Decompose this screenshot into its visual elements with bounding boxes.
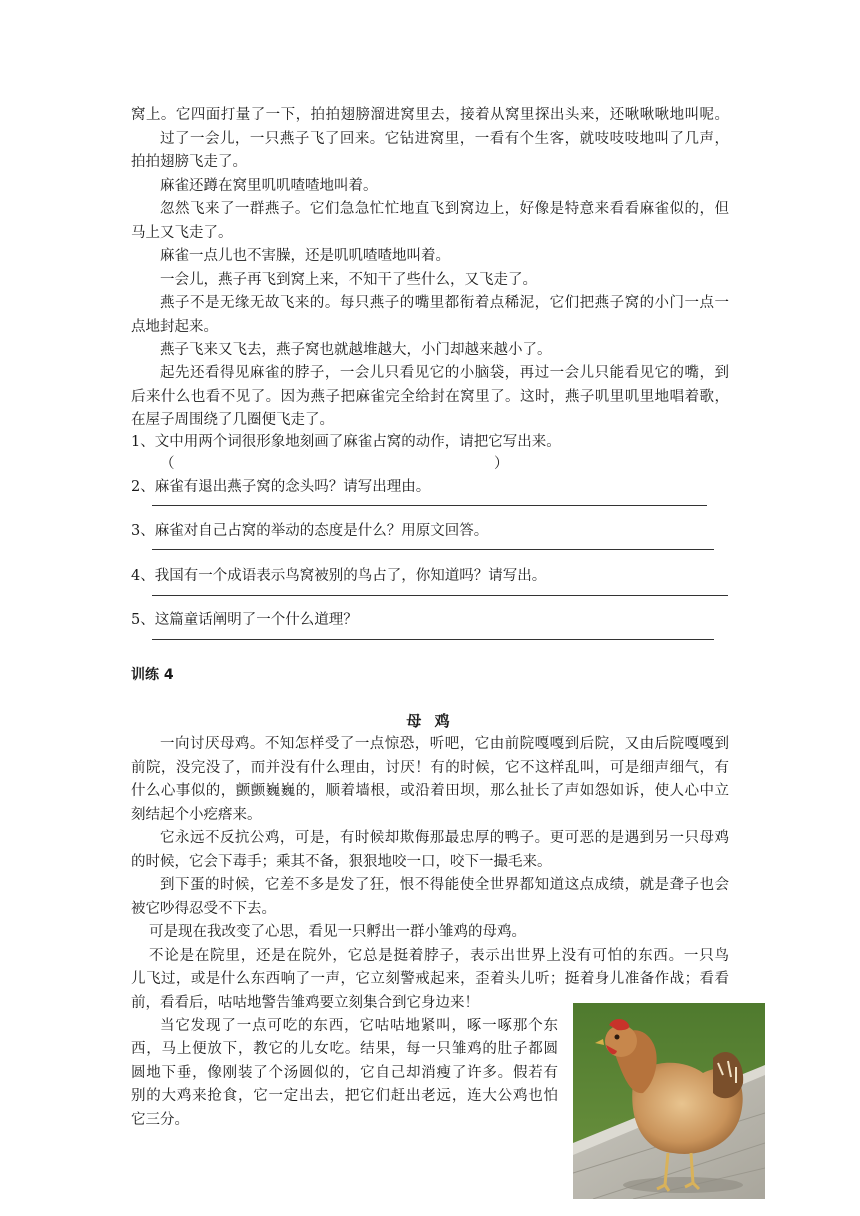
story-line: 拍拍翅膀飞走了。 <box>131 154 247 170</box>
paren-open: （ <box>160 456 175 472</box>
story-line: 西，马上便放下，教它的儿女吃。结果，每一只雏鸡的肚子都圆 <box>131 1041 558 1057</box>
story-line: 燕子不是无缘无故飞来的。每只燕子的嘴里都衔着点稀泥，它们把燕子窝的小门一点一 <box>160 295 729 311</box>
story-line: 点地封起来。 <box>131 319 218 335</box>
answer-line[interactable] <box>152 549 714 550</box>
story-line: 马上又飞走了。 <box>131 225 233 241</box>
story-line: 刻结起个小疙瘩来。 <box>131 807 262 823</box>
question-5: 5、这篇童话阐明了一个什么道理？ <box>131 612 358 628</box>
story-line: 它三分。 <box>131 1112 189 1128</box>
question-1: 1、文中用两个词很形象地刻画了麻雀占窝的动作，请把它写出来。 <box>131 434 561 450</box>
story-line: 麻雀一点儿也不害臊，还是叽叽喳喳地叫着。 <box>160 248 450 264</box>
story-line: 前，看看后，咕咕地警告雏鸡要立刻集合到它身边来！ <box>131 995 479 1011</box>
story-line: 一会儿，燕子再飞到窝上来，不知干了些什么，又飞走了。 <box>160 272 537 288</box>
question-3: 3、麻雀对自己占窝的举动的态度是什么？用原文回答。 <box>131 523 489 539</box>
hen-illustration <box>573 1003 765 1199</box>
story-line: 起先还看得见麻雀的脖子，一会儿只看见它的小脑袋，再过一会儿只能看见它的嘴，到 <box>160 365 729 381</box>
section-label: 训练 4 <box>131 667 174 683</box>
story-line: 后来什么也看不见了。因为燕子把麻雀完全给封在窝里了。这时，燕子叽里叽里地唱着歌， <box>131 389 729 405</box>
story-line: 不论是在院里，还是在院外，它总是挺着脖子，表示出世界上没有可怕的东西。一只鸟 <box>149 948 729 964</box>
story-line: 别的大鸡来抢食，它一定出去，把它们赶出老远，连大公鸡也怕 <box>131 1088 558 1104</box>
hen-photo <box>573 1003 765 1199</box>
story-line: 什么心事似的，颤颤巍巍的，顺着墙根，或沿着田坝，那么扯长了声如怨如诉，使人心中立 <box>131 783 729 799</box>
paren-close: ） <box>494 456 509 472</box>
story-line: 一向讨厌母鸡。不知怎样受了一点惊恐，听吧，它由前院嘎嘎到后院，又由后院嘎嘎到 <box>160 736 729 752</box>
question-2: 2、麻雀有退出燕子窝的念头吗？请写出理由。 <box>131 479 431 495</box>
question-4: 4、我国有一个成语表示鸟窝被别的鸟占了，你知道吗？请写出。 <box>131 568 547 584</box>
story-line: 燕子飞来又飞去，燕子窝也就越堆越大，小门却越来越小了。 <box>160 342 552 358</box>
answer-line[interactable] <box>152 639 714 640</box>
story-line: 窝上。它四面打量了一下，拍拍翅膀溜进窝里去，接着从窝里探出头来，还啾啾啾地叫呢。 <box>131 107 729 123</box>
story-line: 圆地下垂，像刚装了个汤圆似的，它自己却消瘦了许多。假若有 <box>131 1065 558 1081</box>
story-line: 儿飞过，或是什么东西响了一声，它立刻警戒起来，歪着头儿听；挺着身儿准备作战；看看 <box>131 971 729 987</box>
story-line: 忽然飞来了一群燕子。它们急急忙忙地直飞到窝边上，好像是特意来看看麻雀似的，但 <box>160 201 729 217</box>
story-title: 母 鸡 <box>406 712 454 730</box>
answer-line[interactable] <box>152 595 728 596</box>
story-line: 在屋子周围绕了几圈便飞走了。 <box>131 412 334 428</box>
story-line: 麻雀还蹲在窝里叽叽喳喳地叫着。 <box>160 178 378 194</box>
answer-line[interactable] <box>152 505 707 506</box>
story-line: 的时候，它会下毒手；乘其不备，狠狠地咬一口，咬下一撮毛来。 <box>131 854 552 870</box>
story-line: 被它吵得忍受不下去。 <box>131 901 276 917</box>
story-line: 过了一会儿，一只燕子飞了回来。它钻进窝里，一看有个生客，就吱吱吱地叫了几声， <box>160 131 729 147</box>
story-line: 当它发现了一点可吃的东西，它咕咕地紧叫，啄一啄那个东 <box>160 1018 558 1034</box>
story-line: 它永远不反抗公鸡，可是，有时候却欺侮那最忠厚的鸭子。更可恶的是遇到另一只母鸡 <box>160 830 729 846</box>
story-line: 可是现在我改变了心思，看见一只孵出一群小雏鸡的母鸡。 <box>149 924 526 940</box>
story-line: 到下蛋的时候，它差不多是发了狂，恨不得能使全世界都知道这点成绩，就是聋子也会 <box>160 877 729 893</box>
story-line: 前院，没完没了，而并没有什么理由，讨厌！有的时候，它不这样乱叫，可是细声细气，有 <box>131 760 729 776</box>
